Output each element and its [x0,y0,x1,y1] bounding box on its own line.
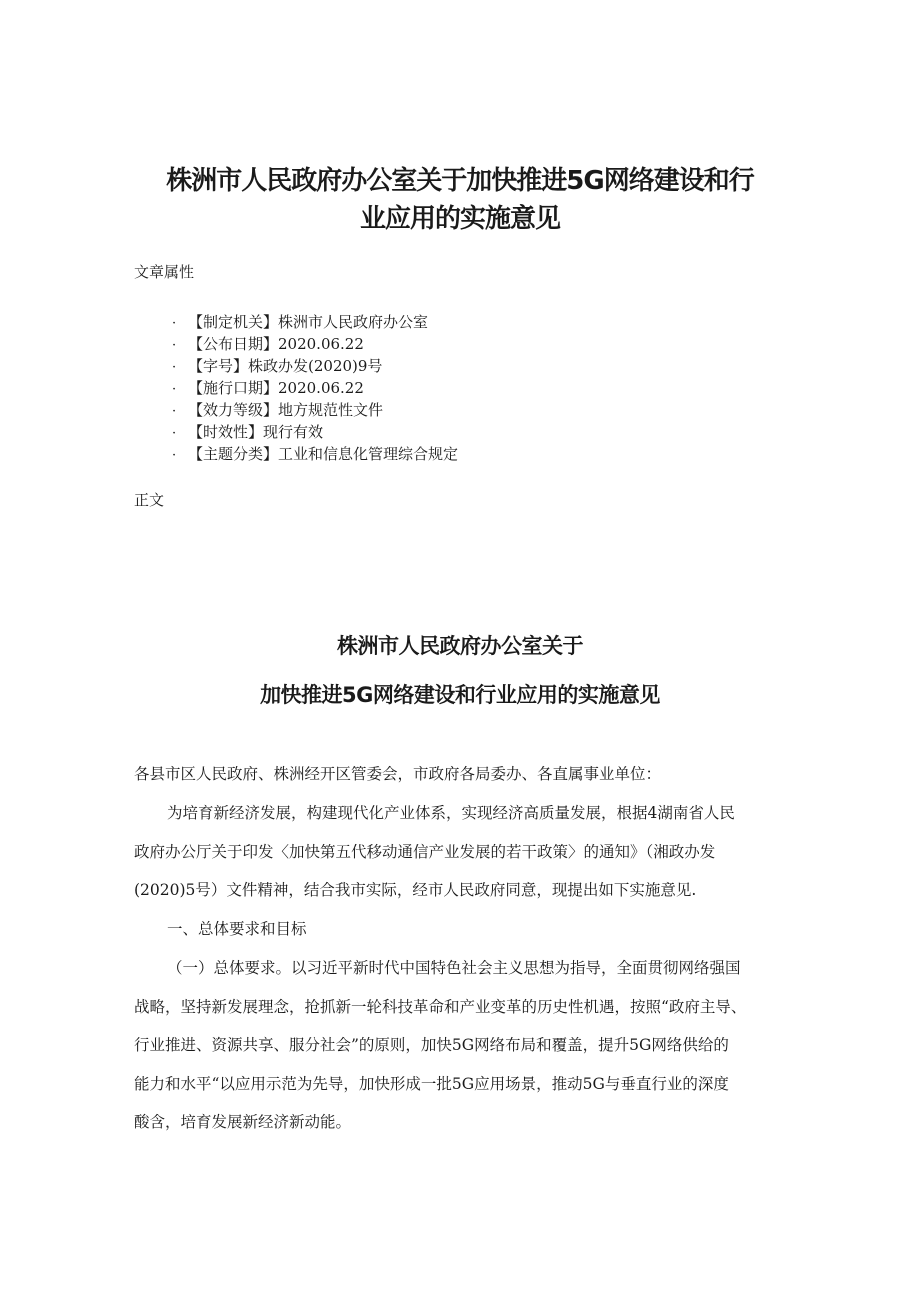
attribute-text: 【主题分类】工业和信息化管理综合规定 [188,445,459,463]
attributes-heading: 文章属性 [134,263,195,281]
attribute-document-number [172,355,458,377]
bullet-dot: · [172,404,177,419]
bullet-dot: · [172,382,177,397]
paragraph-line: 能力和水平“以应用示范为先导，加快形成一批5G应用场景，推动5G与垂直行业的深度 [134,1074,729,1093]
attribute-issuing-authority [172,311,458,333]
paragraph-line: 战略，坚持新发展理念，抢抓新一轮科技革命和产业变革的历史性机遇，按照“政府主导、 [134,997,747,1016]
section-heading-general: 一、总体要求和目标 [167,920,307,938]
body-section-label: 正文 [134,491,165,509]
attributes-list [172,311,458,465]
bullet-dot: · [172,316,177,331]
document-title-line-2: 业应用的实施意见 [359,204,560,234]
attribute-text: 【效力等级】地方规范性文件 [188,401,384,419]
attribute-text: 【施行口期】2020.06.22 [188,379,364,397]
attribute-legal-level [172,399,458,421]
attribute-text: 【制定机关】株洲市人民政府办公室 [188,313,429,331]
paragraph-line: 为培育新经济发展，构建现代化产业体系，实现经济高质量发展，根据4湖南省人民 [167,804,735,822]
paragraph-line: 酸含，培育发展新经济新动能。 [134,1113,352,1131]
document-title-line-1: 株洲市人民政府办公室关于加快推进5G网络建设和行 [166,166,754,196]
attribute-text: 【时效性】现行有效 [188,423,324,441]
attribute-validity [172,421,458,443]
attribute-text: 【字号】株政办发(2020)9号 [188,357,383,375]
addressee-line: 各县市区人民政府、株洲经开区管委会，市政府各局委办、各直属事业单位： [134,765,662,783]
paragraph-line: 政府办公厅关于印发〈加快第五代移动通信产业发展的若干政策〉的通知》（湘政办发 [134,842,716,861]
body-title-line-1: 株洲市人民政府办公室关于 [337,634,583,658]
paragraph-general-requirements [134,949,790,1142]
bullet-dot: · [172,448,177,463]
attribute-topic-category [172,443,458,465]
paragraph-line: (2020)5号）文件精神，结合我市实际，经市人民政府同意，现提出如下实施意见. [134,881,697,899]
bullet-dot: · [172,426,177,441]
attribute-effective-date [172,377,458,399]
bullet-dot: · [172,338,177,353]
paragraph-line: 行业推进、资源共享、服分社会”的原则，加快5G网络布局和覆盖，提升5G网络供给的 [134,1036,729,1054]
attribute-text: 【公布日期】2020.06.22 [188,335,364,353]
paragraph-preamble [134,794,790,910]
document-title [140,162,780,238]
paragraph-line: （一）总体要求。以习近平新时代中国特色社会主义思想为指导，全面贯彻网络强国 [167,959,741,977]
body-title-line-2: 加快推进5G网络建设和行业应用的实施意见 [260,683,660,707]
attribute-publish-date [172,333,458,355]
bullet-dot: · [172,360,177,375]
